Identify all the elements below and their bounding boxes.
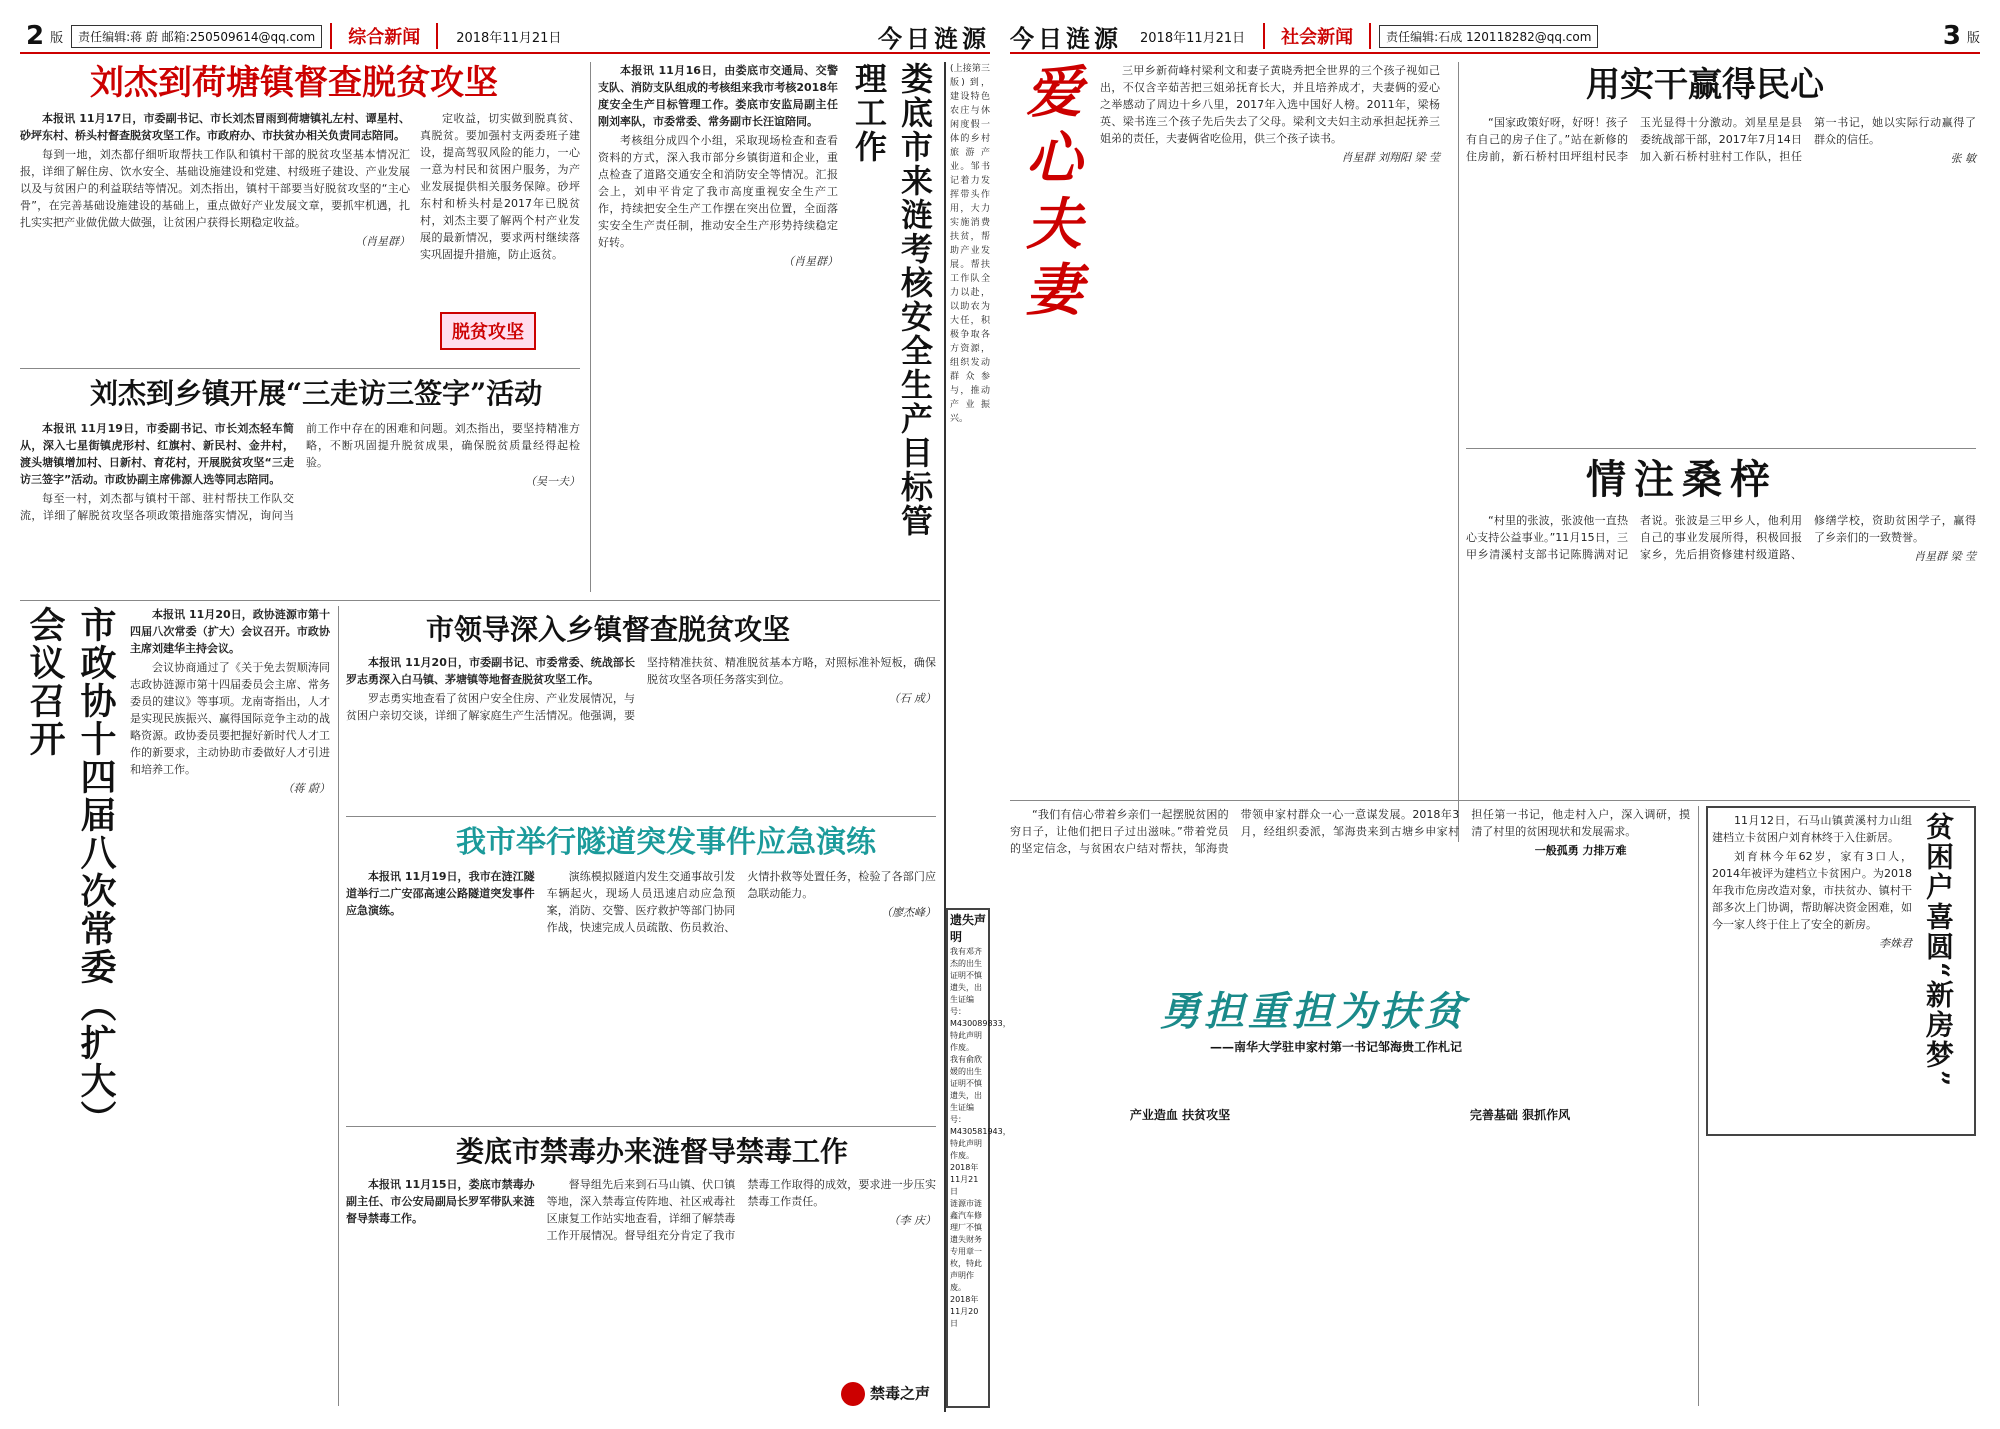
article-author: （蒋 蔚） (282, 782, 330, 795)
issue-date: 2018年11月21日 (456, 30, 562, 46)
article-author: （吴一夫） (525, 475, 580, 488)
article-cppcc-meeting (20, 606, 330, 1406)
article-safety-check (598, 62, 938, 592)
page-3 (1010, 20, 1980, 1415)
divider (1698, 806, 1699, 1406)
divider (1458, 62, 1459, 842)
editor-info: 责任编辑:石成 120118282@qq.com (1379, 25, 1598, 48)
article-author: （李 庆） (888, 1214, 936, 1227)
article-tunnel-drill (346, 822, 936, 1122)
article-continued (950, 62, 990, 592)
drug-control-logo-icon (841, 1382, 865, 1406)
article-body: 会议协商通过了《关于免去贺顺涛同志政协涟源市第十四届委员会主席、常务委员的建议》等事项。龙南寄指出，人才是实现民族振兴、赢得国际竞争主动的战略资源。政协委员要把握好新时代人才工作的新要求，主动协助市委做好人才引进和培养工作。 (130, 661, 330, 776)
article-new-house (1706, 806, 1976, 1136)
section-heading: 产业造血 扶贫攻坚 (1129, 1108, 1231, 1122)
page-2 (20, 20, 1011, 1415)
divider (346, 1126, 936, 1127)
article-body: 三甲乡新荷峰村梁利文和妻子黄晓秀把全世界的三个孩子视如己出，不仅含辛茹苦把三姐弟抚育长大，并且培养成才，夫妻俩的爱心之举感动了周边十乡八里，2017年入选中国好人榜。2011年，梁杨英、梁书连三个孩子先后失去了父母。梁利文夫妇主动承担起抚养三姐弟的责任，夫妻俩省吃俭用，供三个孩子读书。 (1100, 64, 1440, 145)
article-title: 娄底市来涟考核安全生产目标管理工作 (850, 62, 934, 538)
section-tag: 脱贫攻坚 (440, 312, 536, 350)
notice-body: 我有邓齐杰的出生证明不慎遗失，出生证编号：M430089833，特此声明作废。 (950, 947, 1011, 1052)
paper-name: 今日涟源 (878, 23, 990, 53)
notice-body: 涟源市涟鑫汽车修理厂不慎遗失财务专用章一枚，特此声明作废。 (950, 1199, 982, 1292)
page-number: 3 (1942, 21, 1961, 51)
article-drug-control (346, 1132, 936, 1412)
article-col2: 定收益，切实做到脱真贫、真脱贫。要加强村支两委班子建设，提高驾驭风险的能力，一心一意为村民和贫困户服务，为产业发展提供相关服务保障。砂坪东村和桥头村是2017年已脱贫村，刘杰主要了解两个村产业发展的最新情况，要求两村继续落实巩固提升措施，防止返贫。 (420, 112, 580, 261)
article-title: 市领导深入乡镇督查脱贫攻坚 (426, 613, 791, 646)
notice-date: 2018年11月21日 (950, 1163, 979, 1196)
divider (590, 62, 591, 592)
article-title: 我市举行隧道突发事件应急演练 (456, 825, 876, 860)
article-title: 市政协十四届八次常委（扩大）会议召开 (24, 606, 117, 1138)
article-body: 督导组先后来到石马山镇、伏口镇等地，深入禁毒宣传阵地、社区戒毒社区康复工作站实地查看，详细了解禁毒工作开展情况。督导组充分肯定了我市禁毒工作取得的成效，要求进一步压实禁毒工作责任。 (546, 1178, 936, 1242)
article-poverty-relief (1010, 806, 1690, 1406)
article-title: 刘杰到乡镇开展“三走访三签字”活动 (90, 377, 543, 410)
article-loving-couple (1010, 62, 1450, 842)
divider (338, 606, 339, 1406)
section-heading: 完善基础 狠抓作风 (1469, 1108, 1571, 1122)
article-author: （廖杰峰） (880, 906, 936, 919)
article-author: 李姝君 (1879, 937, 1912, 950)
article-three-visits (20, 374, 580, 594)
article-lead: 本报讯 11月19日，我市在涟江隧道举行二广安邵高速公路隧道突发事件应急演练。 (346, 870, 535, 917)
article-leaders-inspect (346, 610, 936, 810)
article-author: （石 成） (888, 692, 936, 705)
section-tag: 禁毒之声 (869, 1384, 930, 1403)
article-body: 罗志勇实地查看了贫困户安全住房、产业发展情况，与贫困户亲切交谈，详细了解家庭生产生活情况。他强调，要坚持精准扶贫、精准脱贫基本方略，对照标准补短板，确保脱贫攻坚各项任务落实到位。 (346, 656, 936, 722)
article-body: “村里的张波，张波他一直热心支持公益事业。”11月15日，三甲乡清溪村支部书记陈腾满对记者说。张波是三甲乡人，他利用自己的事业发展所得，积极回报家乡，先后捐资修建村级道路、修缮学校，资助贫困学子，赢得了乡亲们的一致赞誉。 (1466, 514, 1976, 561)
article-body: 每到一地，刘杰都仔细听取帮扶工作队和镇村干部的脱贫攻坚基本情况汇报，详细了解住房、饮水安全、基础设施建设和党建、村级班子建设、产业发展以及与贫困户的利益联结等情况。刘杰指出，镇村干部要当好脱贫攻坚的“主心骨”，在完善基础设施建设的基础上，重点做好产业发展文章，要抓牢机遇，扎扎实实把产业做优做大做强，让贫困户获得长期稳定收益。 (20, 148, 410, 229)
article-liujie-hetang (20, 62, 580, 362)
article-hard-work (1466, 62, 1976, 442)
page-label: 版 (1966, 30, 1980, 46)
article-title: 勇担重担为扶贫 (1160, 988, 1468, 1035)
article-title: 用实干赢得民心 (1586, 65, 1824, 105)
page-number: 2 (26, 21, 45, 51)
article-title: 贫困户喜圆“新房梦” (1922, 812, 1955, 1089)
section-heading: 一般孤勇 力排万难 (1534, 844, 1627, 857)
article-hometown-love (1466, 454, 1976, 794)
article-lead: 本报讯 11月20日，政协涟源市第十四届八次常委（扩大）会议召开。市政协主席刘建华主持会议。 (130, 608, 330, 655)
article-body: 演练模拟隧道内发生交通事故引发车辆起火，现场人员迅速启动应急预案，消防、交警、医疗救护等部门协同作战，快速完成人员疏散、伤员救治、火情扑救等处置任务，检验了各部门应急联动能力。 (546, 870, 936, 934)
article-title: 爱心夫妻 (1017, 62, 1083, 326)
divider (20, 600, 940, 601)
article-body: “我们有信心带着乡亲们一起摆脱贫困的穷日子，让他们把日子过出滋味。”带着党员的坚定信念，与贫困农户结对帮扶，邹海贵带领申家村群众一心一意谋发展。2018年3月，经组织委派，邹海贵来到古塘乡申家村担任第一书记，他走村入户，深入调研，摸清了村里的贫困现状和发展需求。 (1010, 808, 1690, 855)
article-lead: 本报讯 11月17日，市委副书记、市长刘杰冒雨到荷塘镇礼左村、谭星村、砂坪东村、桥头村督查脱贫攻坚工作。市政府办、市扶贫办相关负责同志陪同。 (20, 112, 410, 142)
article-lead: 本报讯 11月20日，市委副书记、市委常委、统战部长罗志勇深入白马镇、茅塘镇等地督查脱贫攻坚工作。 (346, 656, 635, 686)
article-author: （肖星群） (783, 255, 838, 268)
article-author: 肖星群 梁 莹 (1914, 550, 1976, 563)
paper-name: 今日涟源 (1010, 23, 1122, 53)
article-author: 肖星群 刘翔阳 梁 莹 (1341, 151, 1440, 164)
article-body: (上接第三版) 到，建设特色农庄与休闲度假一体的乡村旅游产业。邹书记着力发挥带头作用，大力实施消费扶贫，帮助产业发展。帮扶工作队全力以赴，以助农为大任，积极争取各方资源，组织发动群众参与，推动产业振兴。 (950, 64, 990, 424)
editor-info: 责任编辑:蒋 蔚 邮箱:250509614@qq.com (71, 25, 322, 48)
article-author: （肖星群） (355, 235, 410, 248)
section-name: 社会新闻 (1263, 23, 1371, 49)
article-body: 刘育林今年62岁，家有3口人，2014年被评为建档立卡贫困户。为2018年我市危房改造对象，市扶贫办、镇村干部多次上门协调，帮助解决资金困难，如今一家人终于住上了安全的新房。 (1712, 850, 1912, 931)
section-name: 综合新闻 (330, 23, 438, 49)
divider (1466, 448, 1976, 449)
article-body: “国家政策好呀，好呀！孩子有自己的房子住了。”站在新修的住房前，新石桥村田坪组村民李玉光显得十分激动。刘星星是县委统战部干部，2017年7月14日加入新石桥村驻村工作队，担任第一书记，她以实际行动赢得了群众的信任。 (1466, 116, 1976, 163)
article-subtitle: ——南华大学驻申家村第一书记邹海贵工作札记 (1210, 1040, 1463, 1054)
page-header (20, 20, 990, 54)
article-lead: 本报讯 11月16日，由娄底市交通局、交警支队、消防支队组成的考核组来我市考核2018年度安全生产目标管理工作。娄底市安监局副主任刚刘率队，市委常委、常务副市长汪谊陪同。 (598, 64, 838, 128)
notice-date: 2018年11月20日 (950, 1295, 979, 1328)
issue-date: 2018年11月21日 (1140, 30, 1246, 46)
article-title: 刘杰到荷塘镇督查脱贫攻坚 (90, 63, 498, 103)
divider (20, 368, 580, 369)
divider (346, 816, 936, 817)
article-lead: 本报讯 11月19日，市委副书记、市长刘杰轻车简从，深入七星街镇虎形村、红旗村、新民村、金井村，渡头塘镇增加村、日新村、育花村，开展脱贫攻坚“三走访三签字”活动。市政协副主席佛源人选等同志陪同。 (20, 422, 294, 486)
page-label: 版 (50, 30, 64, 46)
article-body: 每至一村，刘杰都与镇村干部、驻村帮扶工作队交流，详细了解脱贫攻坚各项政策措施落实情况，询问当前工作中存在的困难和问题。刘杰指出，要坚持精准方略，不断巩固提升脱贫成果，确保脱贫质量经得起检验。 (20, 422, 580, 522)
article-lead: 本报讯 11月15日，娄底市禁毒办副主任、市公安局副局长罗军带队来涟督导禁毒工作。 (346, 1178, 535, 1225)
article-author: 张 敏 (1950, 152, 1976, 165)
article-body: 考核组分成四个小组，采取现场检查和查看资料的方式，深入我市部分乡镇街道和企业，重点检查了道路交通安全和消防安全等情况。汇报会上，刘申平肯定了我市高度重视安全生产工作，持续把安全生产工作摆在突出位置，全面落实安全生产责任制，推动安全生产形势持续稳定好转。 (598, 134, 838, 249)
divider (1010, 800, 1970, 801)
article-title: 情注桑梓 (1586, 456, 1778, 503)
notice-title: 遗失声明 (950, 913, 987, 944)
article-lead: 11月12日，石马山镇黄溪村力山组建档立卡贫困户刘育林终于入住新居。 (1712, 814, 1912, 844)
notice-body: 我有俞欣媛的出生证明不慎遗失，出生证编号：M430581943，特此声明作废。 (950, 1055, 1011, 1160)
lost-notice-box (946, 908, 1011, 1408)
page-header (1010, 20, 1980, 54)
article-title: 娄底市禁毒办来涟督导禁毒工作 (456, 1135, 849, 1168)
